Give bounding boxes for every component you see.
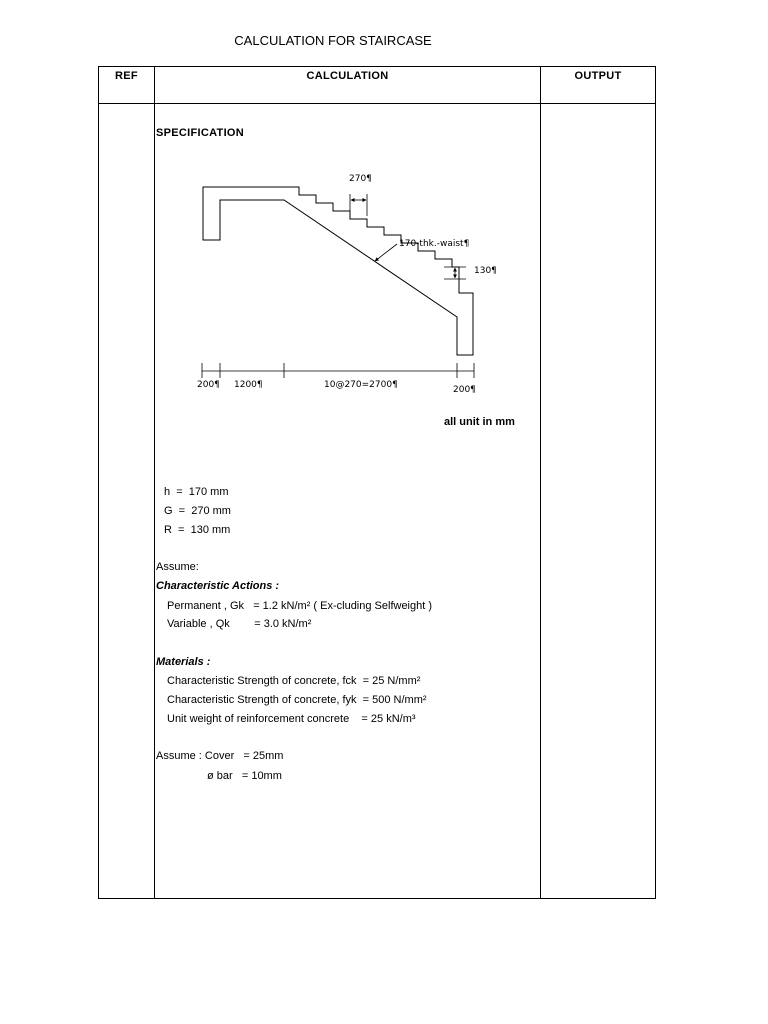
calculation-table <box>98 66 656 899</box>
header-output: OUTPUT <box>574 70 622 82</box>
waist-thickness-label: 170-thk.-waist¶ <box>399 239 470 249</box>
param-r: R = 130 mm <box>164 524 231 536</box>
actions-heading: Characteristic Actions : <box>156 580 280 592</box>
header-ref: REF <box>115 70 138 82</box>
tread-dimension-label: 270¶ <box>349 174 372 184</box>
assume-label: Assume: <box>156 561 199 573</box>
riser-dimension-label: 130¶ <box>474 266 497 276</box>
dimension-right-label: 200¶ <box>453 385 476 395</box>
materials-heading: Materials : <box>156 656 211 668</box>
bar-diameter: ø bar = 10mm <box>207 770 282 782</box>
param-g: G = 270 mm <box>164 505 231 517</box>
dimension-flight-label: 10@270=2700¶ <box>324 380 398 390</box>
document-title: CALCULATION FOR STAIRCASE <box>234 33 432 48</box>
header-calculation: CALCULATION <box>306 70 389 82</box>
variable-action: Variable , Qk = 3.0 kN/m² <box>167 618 312 630</box>
staircase-outline <box>203 187 473 355</box>
dimension-left-label: 200¶ <box>197 380 220 390</box>
material-fyk: Characteristic Strength of concrete, fyk = 500 N/mm² <box>167 694 427 706</box>
staircase-drawing <box>155 157 595 427</box>
material-unit-weight: Unit weight of reinforcement concrete = 25 kN/m³ <box>167 713 416 725</box>
header-divider <box>99 103 655 104</box>
permanent-action: Permanent , Gk = 1.2 kN/m² ( Ex-cluding Selfweight ) <box>167 600 433 612</box>
specification-heading: SPECIFICATION <box>156 127 245 139</box>
dimension-landing-label: 1200¶ <box>234 380 263 390</box>
units-note: all unit in mm <box>444 416 515 428</box>
param-h: h = 170 mm <box>164 486 229 498</box>
cover-assumption: Assume : Cover = 25mm <box>156 750 284 762</box>
material-fck: Characteristic Strength of concrete, fck = 25 N/mm² <box>167 675 421 687</box>
